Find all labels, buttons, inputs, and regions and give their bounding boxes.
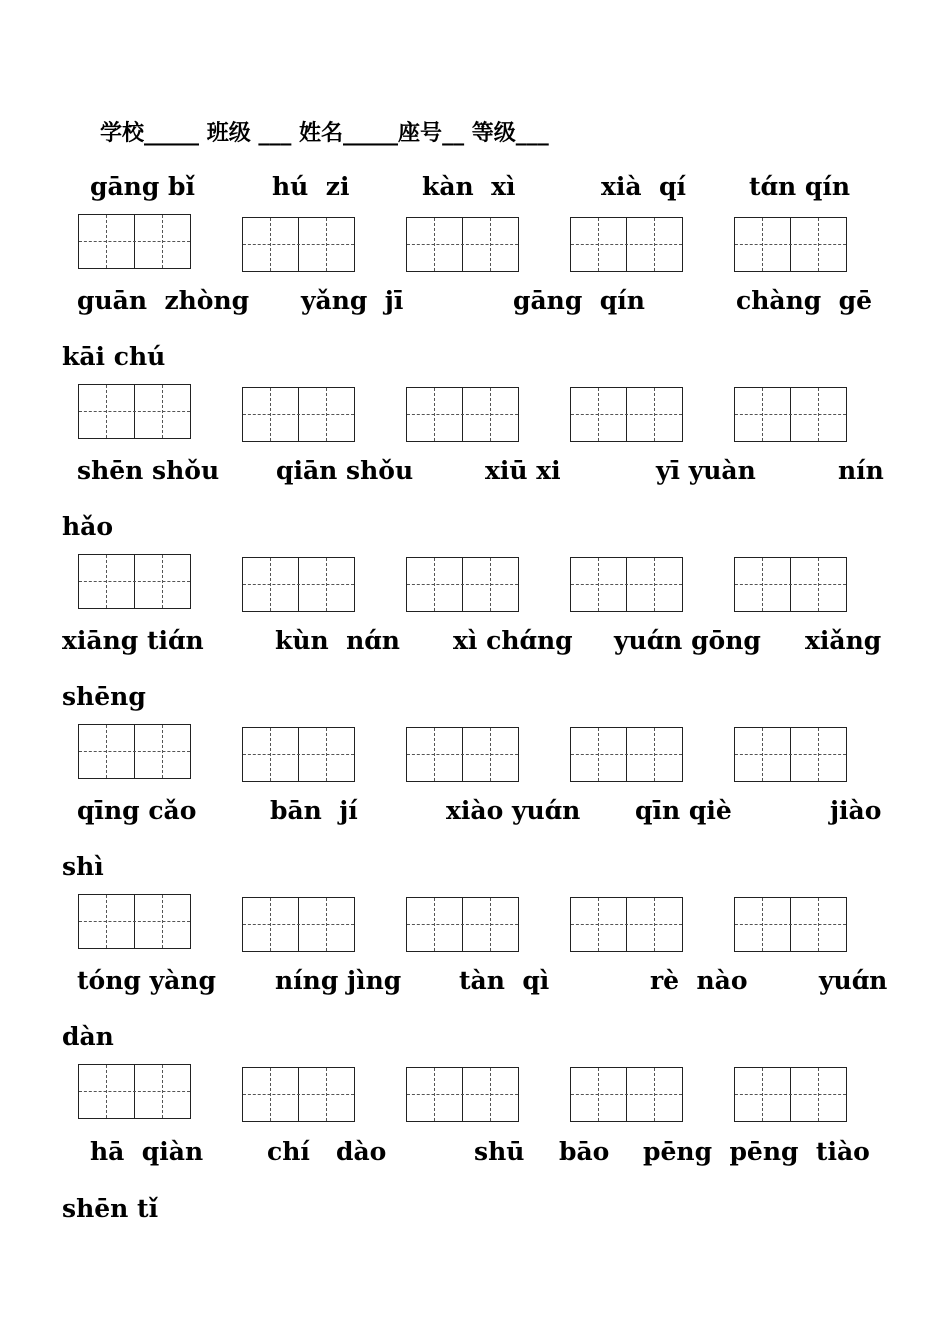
pinyin-word: guān zhòng bbox=[77, 286, 250, 315]
pinyin-word: tóng yàng bbox=[77, 966, 216, 995]
pinyin-word: hú zi bbox=[272, 172, 350, 201]
pinyin-word: hǎo bbox=[62, 512, 114, 541]
writing-box[interactable] bbox=[78, 384, 191, 439]
writing-box[interactable] bbox=[406, 727, 519, 782]
pinyin-word: tàn qì bbox=[459, 966, 550, 995]
pinyin-word: qīng cǎo bbox=[77, 796, 197, 825]
pinyin-word: kùn nɑ́n bbox=[275, 626, 400, 655]
pinyin-word: gāng bǐ bbox=[90, 172, 196, 201]
class-label: 班级 bbox=[206, 121, 251, 146]
pinyin-word: kāi chú bbox=[62, 342, 166, 371]
writing-box[interactable] bbox=[570, 217, 683, 272]
pinyin-word: qiān shǒu bbox=[276, 456, 414, 485]
writing-box[interactable] bbox=[406, 1067, 519, 1122]
writing-box[interactable] bbox=[406, 387, 519, 442]
pinyin-word: hā qiàn bbox=[90, 1137, 204, 1166]
pinyin-word: rè nào bbox=[650, 966, 748, 995]
writing-box[interactable] bbox=[734, 727, 847, 782]
pinyin-word: nín bbox=[838, 456, 884, 485]
pinyin-word: xiào yuɑ́n bbox=[446, 796, 581, 825]
pinyin-word: yuɑ́n gōng bbox=[614, 626, 761, 655]
writing-box[interactable] bbox=[734, 557, 847, 612]
pinyin-word: shēng bbox=[62, 682, 146, 711]
pinyin-word: tɑ́n qín bbox=[749, 172, 851, 201]
writing-box[interactable] bbox=[570, 557, 683, 612]
school-label: 学校 bbox=[100, 121, 145, 146]
student-info-header: 学校_____ 班级 ___ 姓名_____座号__ 等级___ bbox=[100, 121, 549, 146]
writing-box[interactable] bbox=[242, 387, 355, 442]
pinyin-word: jiào bbox=[830, 796, 882, 825]
writing-box[interactable] bbox=[570, 1067, 683, 1122]
pinyin-word: yǎng jī bbox=[301, 286, 404, 315]
pinyin-word: yī yuàn bbox=[656, 456, 756, 485]
writing-box[interactable] bbox=[734, 387, 847, 442]
pinyin-word: chí dào bbox=[267, 1137, 387, 1166]
writing-box[interactable] bbox=[406, 217, 519, 272]
pinyin-word: níng jìng bbox=[275, 966, 402, 995]
writing-box[interactable] bbox=[78, 554, 191, 609]
writing-box[interactable] bbox=[242, 1067, 355, 1122]
pinyin-word: shēn tǐ bbox=[62, 1194, 159, 1223]
writing-box[interactable] bbox=[78, 894, 191, 949]
pinyin-word: shì bbox=[62, 852, 104, 881]
pinyin-word: xiū xi bbox=[485, 456, 561, 485]
writing-box[interactable] bbox=[242, 897, 355, 952]
pinyin-word: bāo bbox=[559, 1137, 610, 1166]
writing-box[interactable] bbox=[78, 214, 191, 269]
writing-box[interactable] bbox=[406, 897, 519, 952]
writing-box[interactable] bbox=[734, 217, 847, 272]
writing-box[interactable] bbox=[406, 557, 519, 612]
writing-box[interactable] bbox=[242, 557, 355, 612]
seat-label: 座号 bbox=[398, 121, 443, 146]
pinyin-word: shēn shǒu bbox=[77, 456, 220, 485]
pinyin-word: xì chɑ́ng bbox=[453, 626, 573, 655]
writing-box[interactable] bbox=[78, 1064, 191, 1119]
pinyin-word: xiāng tiɑ́n bbox=[62, 626, 204, 655]
writing-box[interactable] bbox=[78, 724, 191, 779]
pinyin-word: kàn xì bbox=[422, 172, 516, 201]
writing-box[interactable] bbox=[734, 897, 847, 952]
name-label: 姓名 bbox=[299, 121, 344, 146]
writing-box[interactable] bbox=[570, 387, 683, 442]
pinyin-word: dàn bbox=[62, 1022, 114, 1051]
grade-label: 等级 bbox=[471, 121, 516, 146]
pinyin-word: bān jí bbox=[270, 796, 358, 825]
pinyin-word: shū bbox=[474, 1137, 525, 1166]
writing-box[interactable] bbox=[570, 727, 683, 782]
pinyin-word: yuɑ́n bbox=[819, 966, 888, 995]
pinyin-word: qīn qiè bbox=[635, 796, 732, 825]
writing-box[interactable] bbox=[242, 217, 355, 272]
pinyin-word: chàng gē bbox=[736, 286, 873, 315]
writing-box[interactable] bbox=[242, 727, 355, 782]
pinyin-word: gāng qín bbox=[513, 286, 645, 315]
pinyin-word: xiǎng bbox=[805, 626, 882, 655]
pinyin-word: pēng pēng tiào bbox=[643, 1137, 870, 1166]
writing-box[interactable] bbox=[734, 1067, 847, 1122]
pinyin-word: xià qí bbox=[601, 172, 686, 201]
writing-box[interactable] bbox=[570, 897, 683, 952]
